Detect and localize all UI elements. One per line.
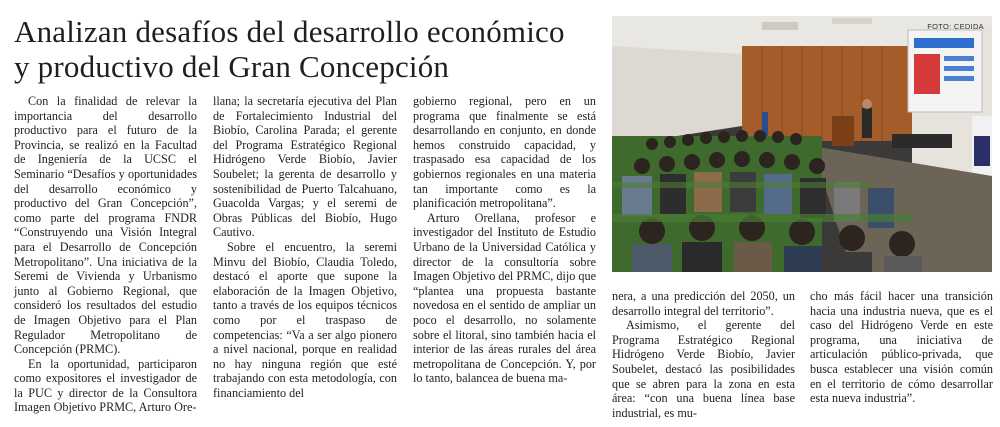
article-column-1	[14, 94, 197, 415]
paragraph: gobierno regional, pero en un programa que finalmente se está desarrollando en conjunto, en donde hemos construido capacidad, y traspasado esa capacidad de los gobiernos regionales en una materia tan importante como es la planificación metropolitana”.	[413, 94, 596, 211]
paragraph: cho más fácil hacer una transición hacia una industria nueva, que es el caso del Hidrógeno Verde en este programa, una iniciativa de articulación público-privada, que busca establecer una visión común en el territorio de cómo desarrollar esta nueva industria”.	[810, 289, 993, 406]
headline	[14, 14, 604, 84]
auditorium-illustration	[612, 16, 992, 272]
photo-credit: FOTO: CEDIDA	[927, 22, 984, 31]
paragraph: Asimismo, el gerente del Programa Estratégico Regional Hidrógeno Verde Biobío, Javier Soubelet, destacó las posibilidades que se abren para la zona en esta área: “con una buena línea base industrial, es mu-	[612, 318, 795, 420]
seminar-photo	[612, 16, 992, 272]
article-column-4	[612, 289, 795, 420]
paragraph: llana; la secretaría ejecutiva del Plan de Fortalecimiento Industrial del Biobío, Carolina Parada; el gerente del Programa Estratégico Regional Hidrógeno Verde Biobío, Javier Soubelet; la gerenta de desarrollo y sostenibilidad de Puerto Talcahuano, Guacolda Vargas; y el seremi de Obras Públicas del Biobío, Hugo Cautivo.	[213, 94, 397, 240]
article-column-2	[213, 94, 397, 400]
article-column-3	[413, 94, 596, 386]
paragraph: Arturo Orellana, profesor e investigador del Instituto de Estudio Urbano de la Universidad Católica y director de la consultoría sobre Imagen Objetivo del PRMC, dijo que “plantea una propuesta bastante novedosa en el sentido de ampliar un poco el desarrollo, no solamente sobre el litoral, sino también hacia el interior de las áreas rurales del área metropolitana de Concepción. Y, por lo tanto, balancea de buena ma-	[413, 210, 596, 386]
headline-line-2: y productivo del Gran Concepción	[14, 49, 450, 84]
article-column-5	[810, 289, 993, 406]
paragraph: nera, a una predicción del 2050, un desarrollo integral del territorio”.	[612, 289, 795, 318]
paragraph: Sobre el encuentro, la seremi Minvu del Biobío, Claudia Toledo, destacó el aporte que supone la elaboración de la Imagen Objetivo, tanto a través de los equipos técnicos como por el traspaso de competencias: “Va a ser algo pionero a nivel nacional, porque en realidad no hay ninguna región que esté trabajando con esta metodología, con financiamiento del	[213, 239, 397, 400]
headline-line-1: Analizan desafíos del desarrollo económico	[14, 14, 565, 49]
paragraph: Con la finalidad de relevar la importancia del desarrollo productivo para el futuro de la Provincia, se realizó en la Facultad de Ingeniería de la UCSC el Seminario “Desafíos y oportunidades del desarrollo económico y productivo del Gran Concepción”, como parte del programa FNDR “Construyendo una Visión Integral para el Desarrollo de Concepción Metropolitano”. Una iniciativa de la Seremi de Vivienda y Urbanismo junto al Gobierno Regional, que consideró los resultados del estudio de Imagen Objetivo para el Plan Regulador Metropolitano de Concepción (PRMC).	[14, 94, 197, 357]
paragraph: En la oportunidad, participaron como expositores el investigador de la PUC y director de la Consultora Imagen Objetivo PRMC, Arturo Ore-	[14, 356, 197, 415]
